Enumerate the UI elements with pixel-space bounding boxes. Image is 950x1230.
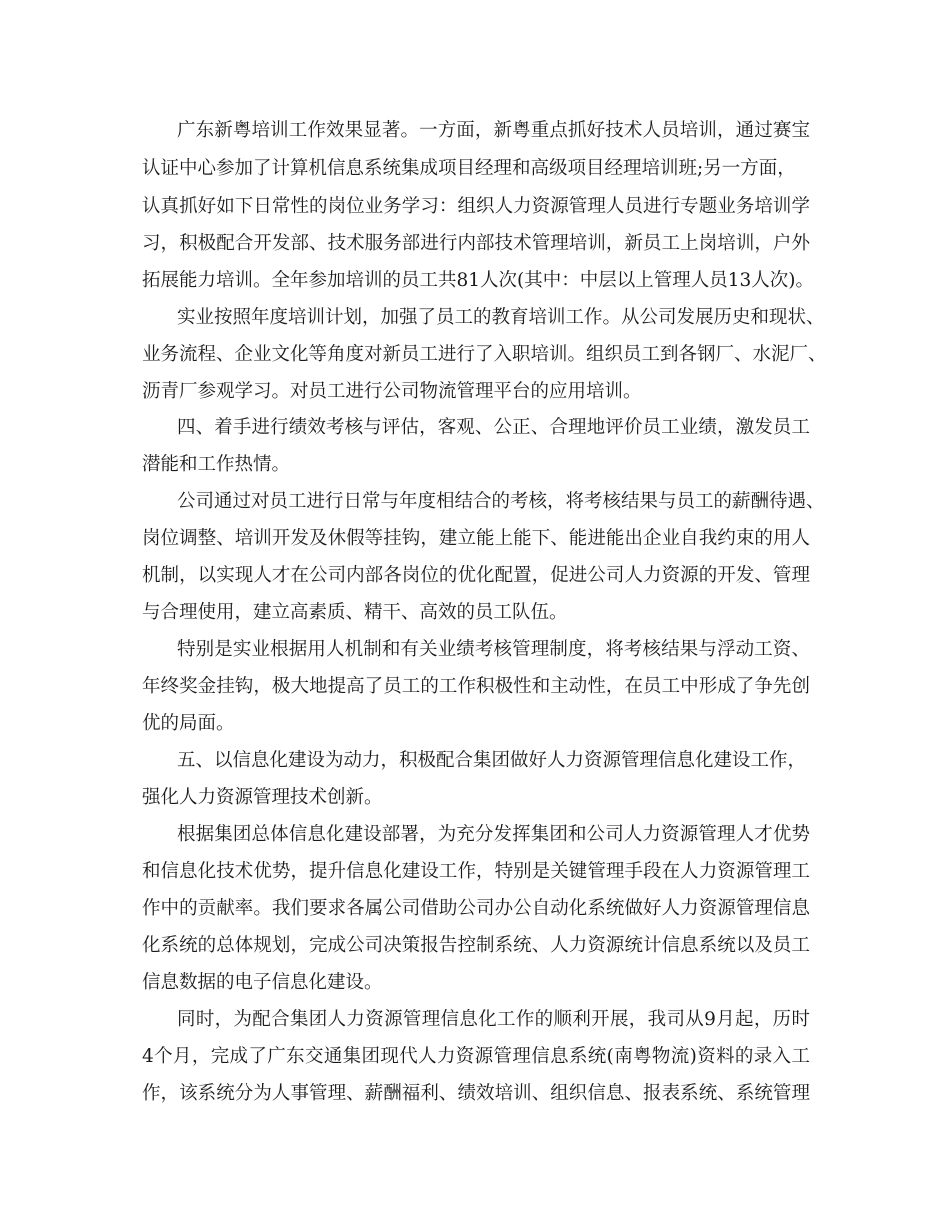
text-line: 五、以信息化建设为动力，积极配合集团做好人力资源管理信息化建设工作， <box>177 750 807 771</box>
text-line: 习，积极配合开发部、技术服务部进行内部技术管理培训，新员工上岗培训，户外 <box>142 233 810 254</box>
text-line: 广东新粤培训工作效果显著。一方面，新粤重点抓好技术人员培训，通过赛宝 <box>177 120 810 141</box>
text-line: 潜能和工作热情。 <box>142 454 291 475</box>
text-line: 岗位调整、培训开发及休假等挂钩，建立能上能下、能进能出企业自我约束的用人 <box>142 528 810 549</box>
text-line: 信息数据的电子信息化建设。 <box>142 972 383 993</box>
text-line: 强化人力资源管理技术创新。 <box>142 787 383 808</box>
text-line: 特别是实业根据用人机制和有关业绩考核管理制度，将考核结果与浮动工资、 <box>177 639 810 660</box>
text-line: 实业按照年度培训计划，加强了员工的教育培训工作。从公司发展历史和现状、 <box>177 307 825 328</box>
text-line: 业务流程、企业文化等角度对新员工进行了入职培训。组织员工到各钢厂、水泥厂、 <box>142 344 827 365</box>
text-line: 认证中心参加了计算机信息系统集成项目经理和高级项目经理培训班;另一方面， <box>142 158 796 179</box>
text-line: 认真抓好如下日常性的岗位业务学习：组织人力资源管理人员进行专题业务培训学 <box>142 196 810 217</box>
text-line: 与合理使用，建立高素质、精干、高效的员工队伍。 <box>142 602 568 623</box>
text-line: 化系统的总体规划，完成公司决策报告控制系统、人力资源统计信息系统以及员工 <box>142 935 810 956</box>
text-line: 4个月，完成了广东交通集团现代人力资源管理信息系统(南粤物流)资料的录入工 <box>142 1046 810 1067</box>
text-line: 同时，为配合集团人力资源管理信息化工作的顺利开展，我司从9月起，历时 <box>177 1009 810 1030</box>
text-line: 年终奖金挂钩，极大地提高了员工的工作积极性和主动性，在员工中形成了争先创 <box>142 676 810 697</box>
text-line: 和信息化技术优势，提升信息化建设工作，特别是关键管理手段在人力资源管理工 <box>142 861 810 882</box>
text-line: 作中的贡献率。我们要求各属公司借助公司办公自动化系统做好人力资源管理信息 <box>142 898 810 919</box>
text-line: 沥青厂参观学习。对员工进行公司物流管理平台的应用培训。 <box>142 381 642 402</box>
text-line: 四、着手进行绩效考核与评估，客观、公正、合理地评价员工业绩，激发员工 <box>177 417 810 438</box>
text-line: 机制，以实现人才在公司内部各岗位的优化配置，促进公司人力资源的开发、管理 <box>142 565 810 586</box>
text-line: 根据集团总体信息化建设部署，为充分发挥集团和公司人力资源管理人才优势 <box>177 824 810 845</box>
text-line: 优的局面。 <box>142 713 235 734</box>
text-line: 拓展能力培训。全年参加培训的员工共81人次(其中：中层以上管理人员13人次)。 <box>142 270 815 291</box>
text-line: 公司通过对员工进行日常与年度相结合的考核，将考核结果与员工的薪酬待遇、 <box>177 491 825 512</box>
text-line: 作，该系统分为人事管理、薪酬福利、绩效培训、组织信息、报表系统、系统管理 <box>142 1083 810 1104</box>
